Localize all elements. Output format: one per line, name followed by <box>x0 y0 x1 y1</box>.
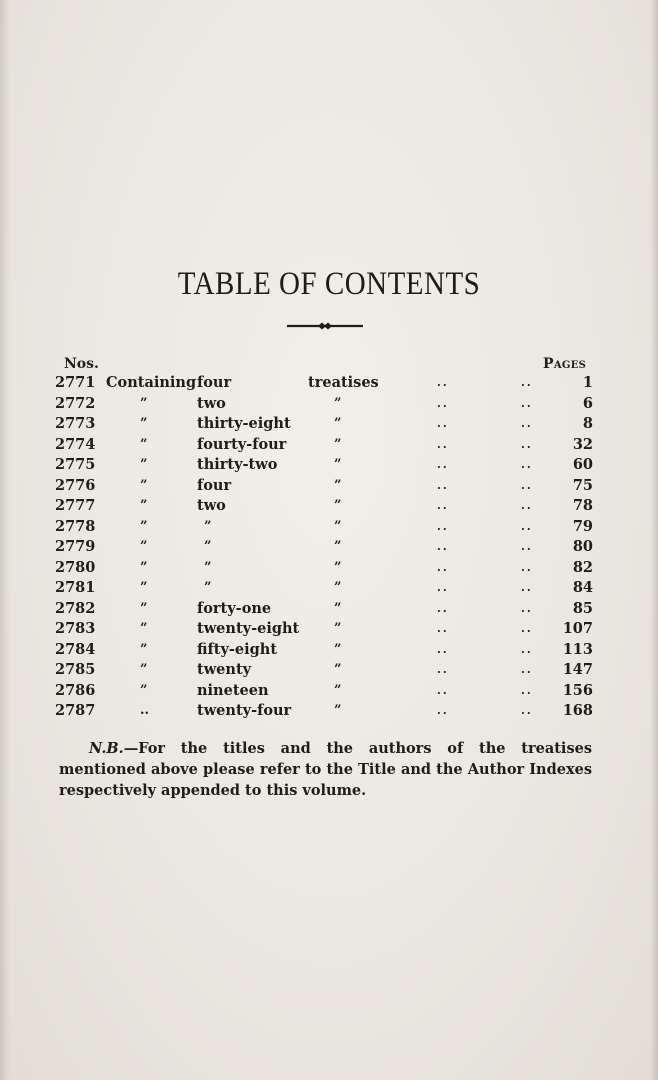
entry-kind: ” <box>334 703 342 718</box>
entry-kind: ” <box>334 518 342 534</box>
entry-number: 2781 <box>55 579 96 596</box>
table-row <box>0 414 658 435</box>
entry-leader-dots: .. <box>521 704 533 717</box>
entry-number: 2776 <box>55 476 96 494</box>
entry-kind: ” <box>334 416 342 431</box>
entry-kind: ” <box>334 682 342 698</box>
table-row <box>0 496 658 517</box>
entry-kind: treatises <box>308 374 379 391</box>
entry-page: 107 <box>562 620 593 637</box>
entry-containing: ” <box>140 682 148 698</box>
entry-count: four <box>197 374 232 391</box>
entry-page: 80 <box>572 538 593 555</box>
entry-count: fourty-four <box>197 435 287 453</box>
column-header-nos: Nos. <box>64 356 99 372</box>
table-row <box>0 394 658 415</box>
entry-kind: ” <box>334 395 342 411</box>
entry-containing: ” <box>140 641 148 657</box>
entry-leader-dots: .. <box>437 519 449 533</box>
entry-kind: ” <box>334 539 342 554</box>
table-row <box>0 599 658 620</box>
table-row <box>0 640 658 661</box>
table-row <box>0 455 658 476</box>
table-row <box>0 373 658 394</box>
entry-containing: ” <box>140 621 148 636</box>
entry-number: 2775 <box>55 456 96 473</box>
entry-number: 2784 <box>55 640 96 658</box>
entry-leader-dots: .. <box>521 499 533 512</box>
table-row <box>0 660 658 681</box>
note-text: —For the titles and the authors of the treatises mentioned above please refer to the Title and the Author Indexes respectively appended to this volume. <box>59 740 592 799</box>
entry-containing: ” <box>140 518 148 534</box>
entry-page: 8 <box>582 415 593 432</box>
entry-containing: ” <box>140 416 148 431</box>
entry-leader-dots: .. <box>521 417 533 430</box>
entry-leader-dots: .. <box>437 581 449 594</box>
entry-containing: ” <box>140 600 148 616</box>
entry-leader-dots: .. <box>521 560 533 574</box>
table-row <box>0 578 658 599</box>
entry-page: 32 <box>572 435 593 453</box>
entry-containing: ” <box>140 457 148 472</box>
entry-leader-dots: .. <box>521 478 533 492</box>
entry-leader-dots: .. <box>437 417 449 430</box>
entry-page: 85 <box>572 599 593 617</box>
entry-count: twenty-four <box>197 702 292 719</box>
entry-leader-dots: .. <box>521 458 533 471</box>
entry-page: 147 <box>562 661 593 678</box>
entry-kind: ” <box>334 662 342 677</box>
entry-kind: ” <box>334 498 342 513</box>
entry-leader-dots: .. <box>437 499 449 512</box>
note-prefix: N.B. <box>89 740 124 757</box>
entry-containing: ” <box>140 498 148 513</box>
table-row <box>0 435 658 456</box>
entry-count: ” <box>204 518 212 534</box>
entry-count: forty-one <box>197 599 272 617</box>
entry-leader-dots: .. <box>521 396 533 410</box>
entry-containing: ” <box>140 559 148 575</box>
entry-number: 2777 <box>55 497 96 514</box>
entry-containing: ” <box>140 395 148 411</box>
entry-number: 2779 <box>55 538 96 555</box>
entry-leader-dots: .. <box>437 437 449 451</box>
entry-kind: ” <box>334 621 342 636</box>
entry-count: thirty-two <box>197 456 278 473</box>
entry-containing: ” <box>140 436 148 452</box>
entry-kind: ” <box>334 436 342 452</box>
entry-page: 82 <box>572 558 593 576</box>
entry-leader-dots: .. <box>437 642 449 656</box>
entry-number: 2787 <box>55 702 96 719</box>
entry-number: 2771 <box>55 374 96 391</box>
entry-count: thirty-eight <box>197 415 291 432</box>
entry-leader-dots: .. <box>437 622 449 635</box>
entry-number: 2772 <box>55 394 96 412</box>
entry-leader-dots: .. <box>437 376 449 389</box>
entry-leader-dots: .. <box>437 458 449 471</box>
entry-leader-dots: .. <box>521 663 533 676</box>
entry-page: 168 <box>562 702 593 719</box>
table-row <box>0 537 658 558</box>
entry-containing: Containing <box>106 374 197 391</box>
table-row <box>0 476 658 497</box>
entry-count: ” <box>204 539 212 554</box>
entry-page: 78 <box>572 497 593 514</box>
page-title: TABLE OF CONTENTS <box>177 266 481 302</box>
entry-number: 2774 <box>55 435 96 453</box>
entry-count: nineteen <box>197 681 269 699</box>
entry-kind: ” <box>334 600 342 616</box>
entry-leader-dots: .. <box>521 601 533 615</box>
entry-leader-dots: .. <box>437 704 449 717</box>
entry-leader-dots: .. <box>521 683 533 697</box>
entry-number: 2780 <box>55 558 96 576</box>
entry-page: 113 <box>562 640 593 658</box>
entry-leader-dots: .. <box>521 376 533 389</box>
entry-kind: ” <box>334 457 342 472</box>
table-row <box>0 701 658 722</box>
entry-number: 2783 <box>55 620 96 637</box>
entry-kind: ” <box>334 559 342 575</box>
entry-leader-dots: .. <box>521 519 533 533</box>
entry-count: twenty-eight <box>197 620 300 637</box>
table-row <box>0 558 658 579</box>
table-row <box>0 619 658 640</box>
entry-count: two <box>197 497 226 514</box>
entry-containing: ” <box>140 580 148 595</box>
entry-leader-dots: .. <box>437 540 449 553</box>
entry-leader-dots: .. <box>521 437 533 451</box>
entry-kind: ” <box>334 477 342 493</box>
contents-table <box>0 373 658 722</box>
entry-number: 2778 <box>55 517 96 535</box>
entry-containing: ” <box>140 662 148 677</box>
entry-page: 6 <box>582 394 593 412</box>
entry-leader-dots: .. <box>437 683 449 697</box>
entry-count: twenty <box>197 661 252 678</box>
entry-count: fifty-eight <box>197 640 278 658</box>
entry-containing: ” <box>140 477 148 493</box>
entry-count: ” <box>204 580 212 595</box>
entry-kind: ” <box>334 641 342 657</box>
entry-leader-dots: .. <box>521 581 533 594</box>
entry-number: 2782 <box>55 599 96 617</box>
entry-number: 2773 <box>55 415 96 432</box>
entry-page: 156 <box>562 681 593 699</box>
title-ornament-icon <box>287 320 363 332</box>
entry-count: ” <box>204 559 212 575</box>
footnote <box>59 738 592 801</box>
table-row <box>0 681 658 702</box>
entry-count: four <box>197 476 232 494</box>
entry-containing: ” <box>140 539 148 554</box>
entry-page: 1 <box>582 374 593 391</box>
entry-leader-dots: .. <box>437 478 449 492</box>
entry-leader-dots: .. <box>521 622 533 635</box>
entry-number: 2785 <box>55 661 96 678</box>
entry-number: 2786 <box>55 681 96 699</box>
entry-leader-dots: .. <box>437 601 449 615</box>
entry-page: 75 <box>572 476 593 494</box>
table-row <box>0 517 658 538</box>
entry-leader-dots: .. <box>437 560 449 574</box>
entry-page: 79 <box>572 517 593 535</box>
entry-leader-dots: .. <box>437 396 449 410</box>
entry-count: two <box>197 394 226 412</box>
entry-leader-dots: .. <box>521 642 533 656</box>
entry-page: 60 <box>572 456 593 473</box>
entry-leader-dots: .. <box>437 663 449 676</box>
entry-containing: .. <box>140 703 150 718</box>
entry-page: 84 <box>572 579 593 596</box>
entry-leader-dots: .. <box>521 540 533 553</box>
column-header-pages: Pages <box>543 356 587 372</box>
entry-kind: ” <box>334 580 342 595</box>
